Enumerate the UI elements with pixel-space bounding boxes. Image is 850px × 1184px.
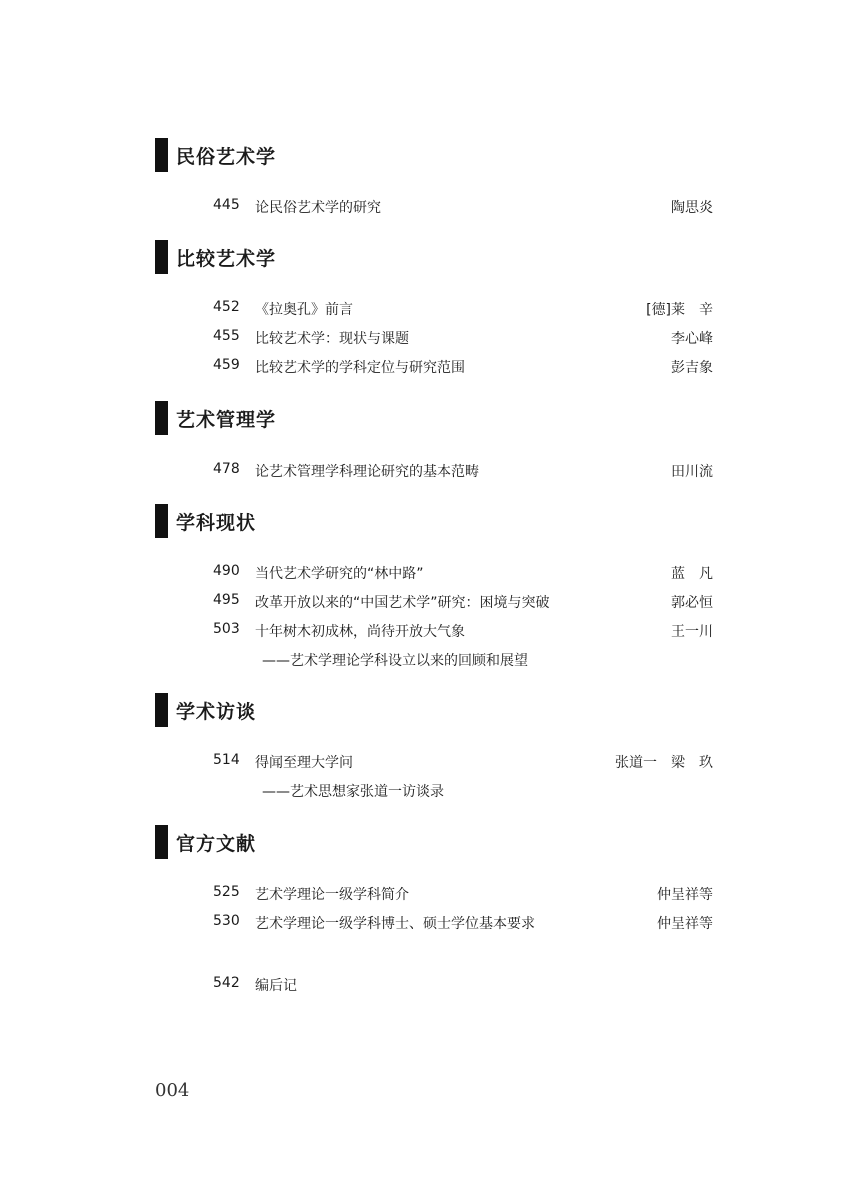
entry-title: 改革开放以来的“中国艺术学”研究：困境与突破 — [255, 595, 550, 611]
section-art-management — [155, 401, 735, 435]
entry-title: 艺术学理论一级学科博士、硕士学位基本要求 — [255, 916, 535, 932]
toc-entry[interactable] — [213, 592, 713, 614]
entry-title: 《拉奥孔》前言 — [255, 302, 353, 318]
page-number: 490 — [213, 563, 240, 579]
page-number: 514 — [213, 752, 240, 768]
toc-entry[interactable] — [213, 621, 713, 643]
section-title: 民俗艺术学 — [176, 145, 277, 168]
page-number: 530 — [213, 913, 240, 929]
toc-entry[interactable] — [213, 461, 713, 483]
section-interview — [155, 693, 735, 727]
toc-entry[interactable] — [213, 357, 713, 379]
toc-entry[interactable] — [213, 563, 713, 585]
entry-author: 陶思炎 — [671, 200, 713, 216]
page-number: 459 — [213, 357, 240, 373]
page-number: 452 — [213, 299, 240, 315]
entry-author: 田川流 — [671, 464, 713, 480]
section-official-documents — [155, 825, 735, 859]
page-number: 455 — [213, 328, 240, 344]
toc-entry[interactable] — [213, 752, 713, 774]
entry-title: 编后记 — [255, 978, 297, 994]
entry-subtitle: ——艺术思想家张道一访谈录 — [262, 784, 444, 800]
entry-title: 论艺术管理学科理论研究的基本范畴 — [255, 464, 479, 480]
page-number: 478 — [213, 461, 240, 477]
section-discipline-status — [155, 504, 735, 538]
section-marker — [155, 401, 168, 435]
entry-author: 张道一 梁 玖 — [615, 755, 713, 771]
section-title: 比较艺术学 — [176, 247, 277, 270]
toc-entry-afterword[interactable] — [213, 975, 713, 997]
section-title: 艺术管理学 — [176, 408, 277, 431]
toc-entry[interactable] — [213, 884, 713, 906]
entry-title: 得闻至理大学问 — [255, 755, 353, 771]
page-number: 503 — [213, 621, 240, 637]
entry-title: 论民俗艺术学的研究 — [255, 200, 381, 216]
entry-author: 郭必恒 — [671, 595, 713, 611]
section-marker — [155, 693, 168, 727]
entry-author: 蓝 凡 — [671, 566, 713, 582]
section-comparative-art — [155, 240, 735, 274]
section-marker — [155, 240, 168, 274]
section-marker — [155, 504, 168, 538]
toc-entry[interactable] — [213, 328, 713, 350]
page-number: 495 — [213, 592, 240, 608]
toc-entry[interactable] — [213, 299, 713, 321]
entry-author: [德]莱 辛 — [646, 302, 713, 318]
page-number: 542 — [213, 975, 240, 991]
page-folio: 004 — [155, 1080, 190, 1101]
toc-entry[interactable] — [213, 913, 713, 935]
entry-title: 艺术学理论一级学科简介 — [255, 887, 409, 903]
entry-title: 比较艺术学的学科定位与研究范围 — [255, 360, 465, 376]
entry-author: 仲呈祥等 — [657, 887, 713, 903]
section-marker — [155, 138, 168, 172]
entry-subtitle: ——艺术学理论学科设立以来的回顾和展望 — [262, 653, 528, 669]
section-title: 官方文献 — [176, 832, 257, 855]
section-title: 学科现状 — [176, 511, 257, 534]
entry-author: 王一川 — [671, 624, 713, 640]
page-number: 445 — [213, 197, 240, 213]
section-marker — [155, 825, 168, 859]
section-folk-art — [155, 138, 735, 172]
entry-author: 李心峰 — [671, 331, 713, 347]
entry-author: 彭吉象 — [671, 360, 713, 376]
entry-title: 当代艺术学研究的“林中路” — [255, 566, 424, 582]
entry-title: 比较艺术学：现状与课题 — [255, 331, 409, 347]
page-number: 525 — [213, 884, 240, 900]
entry-author: 仲呈祥等 — [657, 916, 713, 932]
entry-title: 十年树木初成林，尚待开放大气象 — [255, 624, 465, 640]
section-title: 学术访谈 — [176, 700, 257, 723]
toc-entry[interactable] — [213, 197, 713, 219]
